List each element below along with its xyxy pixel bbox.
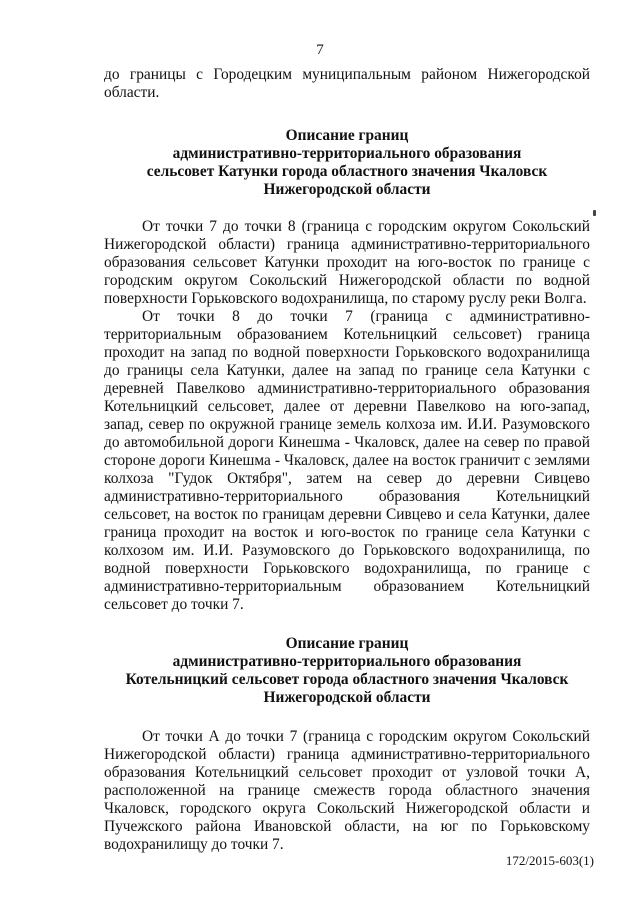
section-paragraph: От точки 7 до точки 8 (граница с городским округом Сокольский Нижегородской области) граница административно-территориального образования сельсовет Катунки проходит на юго-восток по границе с городским округом Сокольский Нижегородской области по водной поверхности Горьковского водохранилища, по старому руслу реки Волга.: [104, 218, 590, 307]
heading-line: Описание границ: [285, 127, 409, 144]
heading-line: административно-территориального образования: [172, 653, 522, 670]
document-body: [104, 66, 590, 854]
heading-line: Описание границ: [285, 635, 409, 652]
heading-line: Котельницкий сельсовет города областного значения Чкаловск: [125, 671, 569, 688]
heading-line: Нижегородской области: [263, 689, 431, 706]
heading-line: сельсовет Катунки города областного значения Чкаловск: [146, 163, 548, 180]
heading-line: Нижегородской области: [263, 181, 431, 198]
scan-mark: [593, 210, 596, 216]
section-paragraph: От точки А до точки 7 (граница с городским округом Сокольский Нижегородской области) граница административно-территориального образования Котельницкий сельсовет проходит от узловой точки А, расположенной на границе смежеств города областного значения Чкаловск, городского округа Сокольский Нижегородской области и Пучежского района Ивановской области, на юг по Горьковскому водохранилищу до точки 7.: [104, 728, 590, 853]
section-heading-kotelnitsky: [104, 635, 590, 707]
heading-line: административно-территориального образования: [172, 145, 522, 162]
intro-paragraph: до границы с Городецким муниципальным районом Нижегородской области.: [104, 66, 590, 101]
section-paragraph: От точки 8 до точки 7 (граница с административно-территориальным образованием Котельницкий сельсовет) граница проходит на запад по водной поверхности Горьковского водохранилища до границы села Катунки, далее на запад по границе села Катунки с деревней Павелково административно-территориального образования Котельницкий сельсовет, далее от деревни Павелково на юго-запад, запад, север по окружной границе земель колхоза им. И.И. Разумовского до автомобильной дороги Кинешма - Чкаловск, далее на север по правой стороне дороги Кинешма - Чкаловск, далее на восток граничит с землями колхоза "Гудок Октября", затем на север до деревни Сивцево административно-территориального образования Котельницкий сельсовет, на восток по границам деревни Сивцево и села Катунки, далее граница проходит на восток и юго-восток по границе села Катунки с колхозом им. И.И. Разумовского до Горьковского водохранилища, по водной поверхности Горьковского водохранилища, по границе с административно-территориальным образованием Котельницкий сельсовет до точки 7.: [104, 308, 590, 613]
section-heading-katunki: [104, 127, 590, 199]
page-number: 7: [316, 42, 324, 58]
document-code: 172/2015-603(1): [505, 853, 594, 868]
